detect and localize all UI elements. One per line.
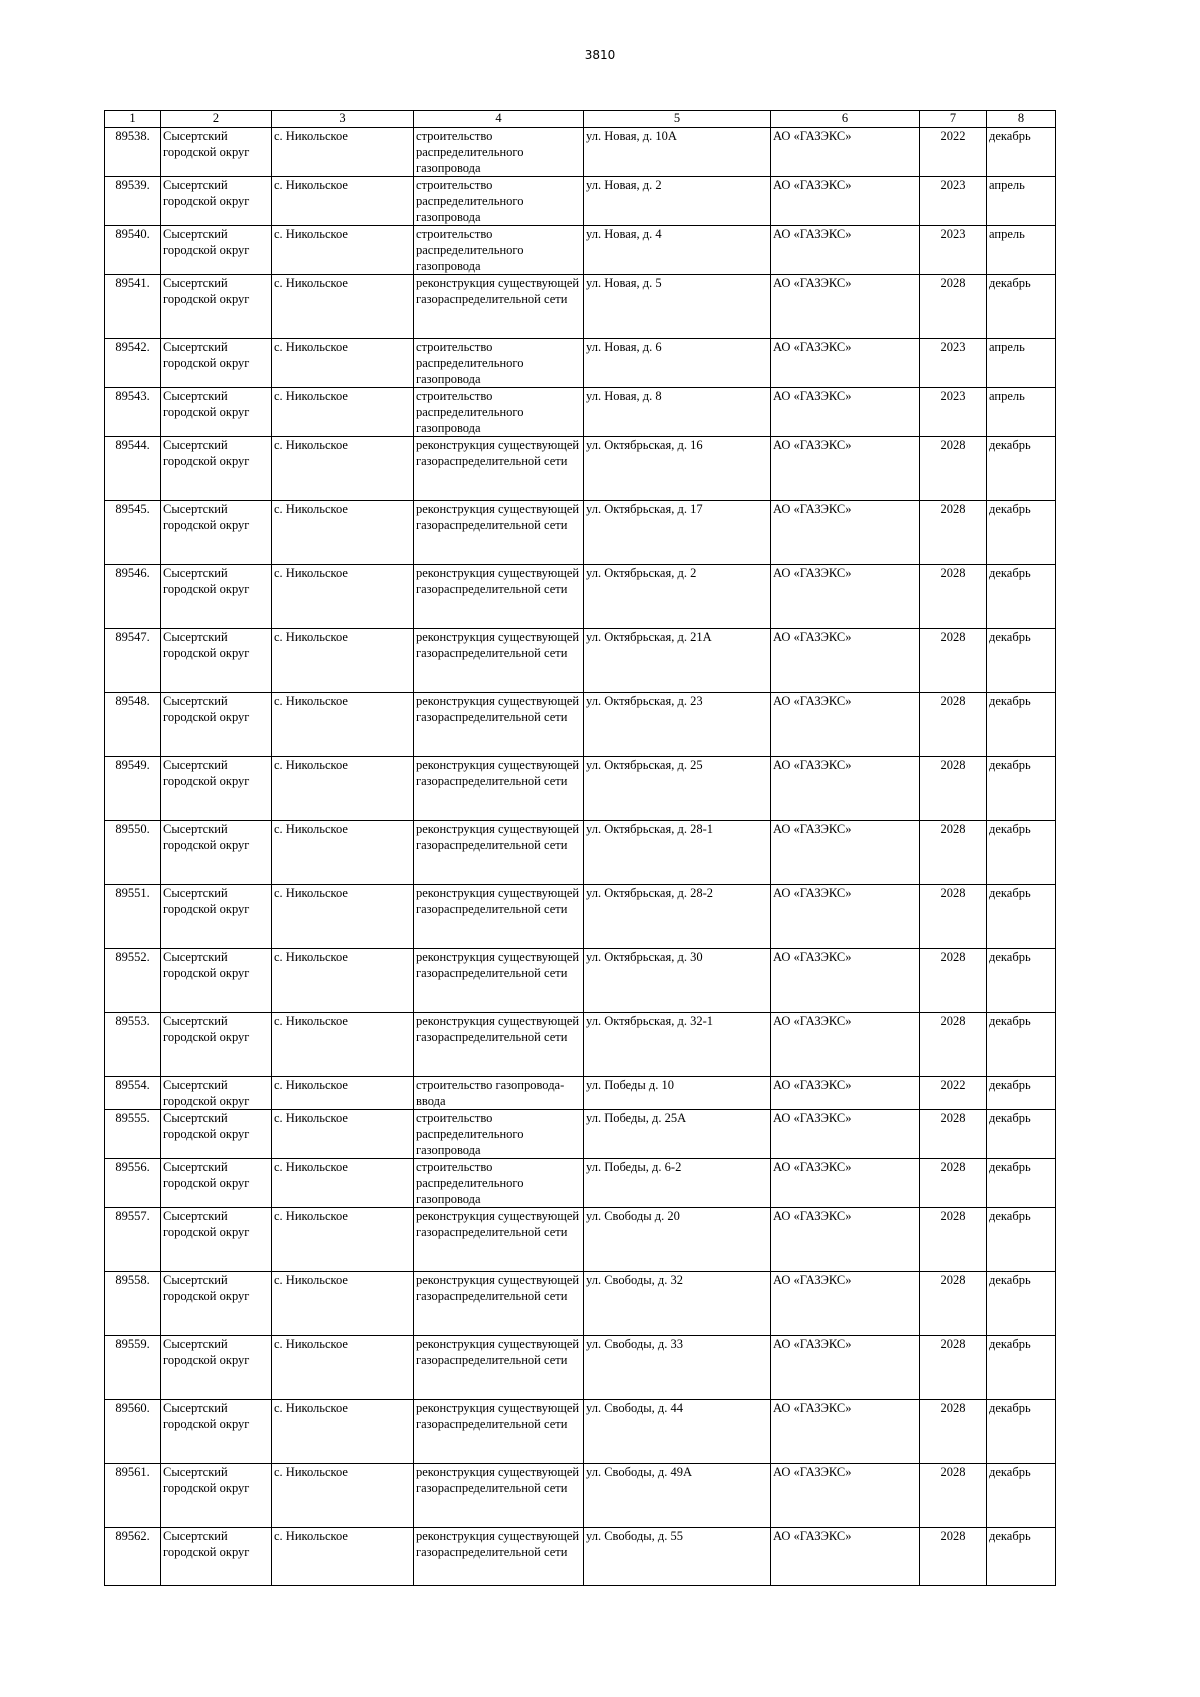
month-cell: декабрь bbox=[987, 275, 1056, 339]
row-number: 89542. bbox=[105, 339, 161, 388]
settlement-cell: с. Никольское bbox=[272, 1208, 414, 1272]
settlement-cell: с. Никольское bbox=[272, 339, 414, 388]
settlement-cell: с. Никольское bbox=[272, 128, 414, 177]
year-cell: 2028 bbox=[920, 693, 987, 757]
settlement-cell: с. Никольское bbox=[272, 885, 414, 949]
work-type-cell: реконструкция существующей газораспределительной сети bbox=[414, 1208, 584, 1272]
district-cell: Сысертский городской округ bbox=[161, 275, 272, 339]
work-type-cell: реконструкция существующей газораспределительной сети bbox=[414, 821, 584, 885]
table-row bbox=[105, 1159, 1056, 1208]
table-row bbox=[105, 757, 1056, 821]
row-number: 89560. bbox=[105, 1400, 161, 1464]
district-cell: Сысертский городской округ bbox=[161, 1272, 272, 1336]
address-cell: ул. Октябрьская, д. 28-2 bbox=[584, 885, 771, 949]
table-row bbox=[105, 1110, 1056, 1159]
organization-cell: АО «ГАЗЭКС» bbox=[771, 1464, 920, 1528]
row-number: 89551. bbox=[105, 885, 161, 949]
district-cell: Сысертский городской округ bbox=[161, 177, 272, 226]
work-type-cell: реконструкция существующей газораспределительной сети bbox=[414, 1464, 584, 1528]
row-number: 89556. bbox=[105, 1159, 161, 1208]
table-row bbox=[105, 177, 1056, 226]
settlement-cell: с. Никольское bbox=[272, 1336, 414, 1400]
organization-cell: АО «ГАЗЭКС» bbox=[771, 1400, 920, 1464]
row-number: 89562. bbox=[105, 1528, 161, 1586]
month-cell: декабрь bbox=[987, 1464, 1056, 1528]
year-cell: 2028 bbox=[920, 275, 987, 339]
column-number-row bbox=[105, 111, 1056, 128]
table-row bbox=[105, 437, 1056, 501]
table-row bbox=[105, 565, 1056, 629]
row-number: 89555. bbox=[105, 1110, 161, 1159]
work-type-cell: реконструкция существующей газораспределительной сети bbox=[414, 949, 584, 1013]
organization-cell: АО «ГАЗЭКС» bbox=[771, 1110, 920, 1159]
district-cell: Сысертский городской округ bbox=[161, 437, 272, 501]
organization-cell: АО «ГАЗЭКС» bbox=[771, 1336, 920, 1400]
organization-cell: АО «ГАЗЭКС» bbox=[771, 885, 920, 949]
address-cell: ул. Свободы, д. 33 bbox=[584, 1336, 771, 1400]
table-row bbox=[105, 275, 1056, 339]
district-cell: Сысертский городской округ bbox=[161, 1208, 272, 1272]
address-cell: ул. Октябрьская, д. 32-1 bbox=[584, 1013, 771, 1077]
organization-cell: АО «ГАЗЭКС» bbox=[771, 437, 920, 501]
row-number: 89549. bbox=[105, 757, 161, 821]
column-header: 7 bbox=[920, 111, 987, 128]
work-type-cell: реконструкция существующей газораспределительной сети bbox=[414, 565, 584, 629]
month-cell: апрель bbox=[987, 339, 1056, 388]
month-cell: декабрь bbox=[987, 1400, 1056, 1464]
month-cell: декабрь bbox=[987, 757, 1056, 821]
month-cell: декабрь bbox=[987, 437, 1056, 501]
address-cell: ул. Октябрьская, д. 16 bbox=[584, 437, 771, 501]
settlement-cell: с. Никольское bbox=[272, 388, 414, 437]
organization-cell: АО «ГАЗЭКС» bbox=[771, 388, 920, 437]
address-cell: ул. Октябрьская, д. 2 bbox=[584, 565, 771, 629]
organization-cell: АО «ГАЗЭКС» bbox=[771, 128, 920, 177]
year-cell: 2028 bbox=[920, 1336, 987, 1400]
table-row bbox=[105, 693, 1056, 757]
month-cell: декабрь bbox=[987, 1110, 1056, 1159]
row-number: 89558. bbox=[105, 1272, 161, 1336]
address-cell: ул. Октябрьская, д. 28-1 bbox=[584, 821, 771, 885]
row-number: 89550. bbox=[105, 821, 161, 885]
year-cell: 2028 bbox=[920, 885, 987, 949]
work-type-cell: реконструкция существующей газораспределительной сети bbox=[414, 629, 584, 693]
address-cell: ул. Новая, д. 5 bbox=[584, 275, 771, 339]
work-type-cell: реконструкция существующей газораспределительной сети bbox=[414, 437, 584, 501]
table-row bbox=[105, 629, 1056, 693]
column-header: 6 bbox=[771, 111, 920, 128]
year-cell: 2023 bbox=[920, 388, 987, 437]
address-cell: ул. Новая, д. 8 bbox=[584, 388, 771, 437]
table-row bbox=[105, 128, 1056, 177]
organization-cell: АО «ГАЗЭКС» bbox=[771, 1272, 920, 1336]
work-type-cell: реконструкция существующей газораспределительной сети bbox=[414, 1528, 584, 1586]
address-cell: ул. Октябрьская, д. 21А bbox=[584, 629, 771, 693]
address-cell: ул. Октябрьская, д. 25 bbox=[584, 757, 771, 821]
table-row bbox=[105, 1077, 1056, 1110]
settlement-cell: с. Никольское bbox=[272, 1528, 414, 1586]
organization-cell: АО «ГАЗЭКС» bbox=[771, 821, 920, 885]
address-cell: ул. Победы, д. 25А bbox=[584, 1110, 771, 1159]
month-cell: декабрь bbox=[987, 949, 1056, 1013]
row-number: 89545. bbox=[105, 501, 161, 565]
table-row bbox=[105, 501, 1056, 565]
organization-cell: АО «ГАЗЭКС» bbox=[771, 501, 920, 565]
row-number: 89559. bbox=[105, 1336, 161, 1400]
year-cell: 2028 bbox=[920, 565, 987, 629]
settlement-cell: с. Никольское bbox=[272, 1464, 414, 1528]
month-cell: декабрь bbox=[987, 821, 1056, 885]
year-cell: 2028 bbox=[920, 949, 987, 1013]
organization-cell: АО «ГАЗЭКС» bbox=[771, 339, 920, 388]
district-cell: Сысертский городской округ bbox=[161, 1400, 272, 1464]
organization-cell: АО «ГАЗЭКС» bbox=[771, 275, 920, 339]
settlement-cell: с. Никольское bbox=[272, 1272, 414, 1336]
month-cell: декабрь bbox=[987, 128, 1056, 177]
settlement-cell: с. Никольское bbox=[272, 693, 414, 757]
organization-cell: АО «ГАЗЭКС» bbox=[771, 629, 920, 693]
table-row bbox=[105, 885, 1056, 949]
settlement-cell: с. Никольское bbox=[272, 565, 414, 629]
month-cell: декабрь bbox=[987, 1272, 1056, 1336]
year-cell: 2022 bbox=[920, 128, 987, 177]
row-number: 89546. bbox=[105, 565, 161, 629]
month-cell: декабрь bbox=[987, 1208, 1056, 1272]
table-row bbox=[105, 1464, 1056, 1528]
month-cell: декабрь bbox=[987, 1336, 1056, 1400]
work-type-cell: реконструкция существующей газораспределительной сети bbox=[414, 693, 584, 757]
column-header: 8 bbox=[987, 111, 1056, 128]
settlement-cell: с. Никольское bbox=[272, 821, 414, 885]
gas-works-table bbox=[104, 110, 1056, 1586]
organization-cell: АО «ГАЗЭКС» bbox=[771, 1013, 920, 1077]
column-header: 2 bbox=[161, 111, 272, 128]
district-cell: Сысертский городской округ bbox=[161, 1159, 272, 1208]
district-cell: Сысертский городской округ bbox=[161, 949, 272, 1013]
district-cell: Сысертский городской округ bbox=[161, 501, 272, 565]
row-number: 89552. bbox=[105, 949, 161, 1013]
address-cell: ул. Победы д. 10 bbox=[584, 1077, 771, 1110]
month-cell: декабрь bbox=[987, 885, 1056, 949]
year-cell: 2028 bbox=[920, 629, 987, 693]
work-type-cell: строительство распределительного газопровода bbox=[414, 128, 584, 177]
year-cell: 2028 bbox=[920, 1110, 987, 1159]
month-cell: апрель bbox=[987, 177, 1056, 226]
settlement-cell: с. Никольское bbox=[272, 629, 414, 693]
organization-cell: АО «ГАЗЭКС» bbox=[771, 1208, 920, 1272]
table-row bbox=[105, 339, 1056, 388]
year-cell: 2023 bbox=[920, 226, 987, 275]
settlement-cell: с. Никольское bbox=[272, 1159, 414, 1208]
district-cell: Сысертский городской округ bbox=[161, 1336, 272, 1400]
table-row bbox=[105, 1272, 1056, 1336]
address-cell: ул. Октябрьская, д. 17 bbox=[584, 501, 771, 565]
district-cell: Сысертский городской округ bbox=[161, 693, 272, 757]
address-cell: ул. Новая, д. 6 bbox=[584, 339, 771, 388]
month-cell: декабрь bbox=[987, 565, 1056, 629]
month-cell: декабрь bbox=[987, 693, 1056, 757]
settlement-cell: с. Никольское bbox=[272, 226, 414, 275]
address-cell: ул. Свободы, д. 44 bbox=[584, 1400, 771, 1464]
column-header: 4 bbox=[414, 111, 584, 128]
address-cell: ул. Новая, д. 4 bbox=[584, 226, 771, 275]
address-cell: ул. Новая, д. 2 bbox=[584, 177, 771, 226]
year-cell: 2023 bbox=[920, 177, 987, 226]
table-row bbox=[105, 1528, 1056, 1586]
work-type-cell: реконструкция существующей газораспределительной сети bbox=[414, 885, 584, 949]
year-cell: 2028 bbox=[920, 1272, 987, 1336]
year-cell: 2028 bbox=[920, 1208, 987, 1272]
year-cell: 2022 bbox=[920, 1077, 987, 1110]
row-number: 89540. bbox=[105, 226, 161, 275]
year-cell: 2023 bbox=[920, 339, 987, 388]
table-row bbox=[105, 1013, 1056, 1077]
district-cell: Сысертский городской округ bbox=[161, 226, 272, 275]
organization-cell: АО «ГАЗЭКС» bbox=[771, 177, 920, 226]
work-type-cell: строительство распределительного газопровода bbox=[414, 1110, 584, 1159]
year-cell: 2028 bbox=[920, 821, 987, 885]
settlement-cell: с. Никольское bbox=[272, 1110, 414, 1159]
address-cell: ул. Новая, д. 10А bbox=[584, 128, 771, 177]
work-type-cell: строительство распределительного газопровода bbox=[414, 177, 584, 226]
work-type-cell: реконструкция существующей газораспределительной сети bbox=[414, 757, 584, 821]
work-type-cell: реконструкция существующей газораспределительной сети bbox=[414, 1013, 584, 1077]
month-cell: декабрь bbox=[987, 1528, 1056, 1586]
work-type-cell: реконструкция существующей газораспределительной сети bbox=[414, 1400, 584, 1464]
table-row bbox=[105, 388, 1056, 437]
settlement-cell: с. Никольское bbox=[272, 437, 414, 501]
row-number: 89547. bbox=[105, 629, 161, 693]
district-cell: Сысертский городской округ bbox=[161, 1464, 272, 1528]
row-number: 89553. bbox=[105, 1013, 161, 1077]
row-number: 89544. bbox=[105, 437, 161, 501]
district-cell: Сысертский городской округ bbox=[161, 1110, 272, 1159]
column-header: 1 bbox=[105, 111, 161, 128]
district-cell: Сысертский городской округ bbox=[161, 1013, 272, 1077]
address-cell: ул. Октябрьская, д. 23 bbox=[584, 693, 771, 757]
work-type-cell: строительство распределительного газопровода bbox=[414, 339, 584, 388]
page-number: 3810 bbox=[584, 48, 616, 62]
work-type-cell: реконструкция существующей газораспределительной сети bbox=[414, 1272, 584, 1336]
address-cell: ул. Свободы, д. 49А bbox=[584, 1464, 771, 1528]
column-header: 5 bbox=[584, 111, 771, 128]
work-type-cell: реконструкция существующей газораспределительной сети bbox=[414, 275, 584, 339]
settlement-cell: с. Никольское bbox=[272, 501, 414, 565]
month-cell: декабрь bbox=[987, 501, 1056, 565]
table-row bbox=[105, 1208, 1056, 1272]
year-cell: 2028 bbox=[920, 1464, 987, 1528]
district-cell: Сысертский городской округ bbox=[161, 565, 272, 629]
address-cell: ул. Свободы, д. 32 bbox=[584, 1272, 771, 1336]
month-cell: апрель bbox=[987, 388, 1056, 437]
district-cell: Сысертский городской округ bbox=[161, 128, 272, 177]
settlement-cell: с. Никольское bbox=[272, 1013, 414, 1077]
month-cell: декабрь bbox=[987, 1159, 1056, 1208]
settlement-cell: с. Никольское bbox=[272, 1400, 414, 1464]
district-cell: Сысертский городской округ bbox=[161, 821, 272, 885]
work-type-cell: строительство распределительного газопровода bbox=[414, 1159, 584, 1208]
month-cell: декабрь bbox=[987, 629, 1056, 693]
organization-cell: АО «ГАЗЭКС» bbox=[771, 1077, 920, 1110]
address-cell: ул. Свободы, д. 55 bbox=[584, 1528, 771, 1586]
month-cell: апрель bbox=[987, 226, 1056, 275]
organization-cell: АО «ГАЗЭКС» bbox=[771, 565, 920, 629]
year-cell: 2028 bbox=[920, 437, 987, 501]
organization-cell: АО «ГАЗЭКС» bbox=[771, 693, 920, 757]
settlement-cell: с. Никольское bbox=[272, 757, 414, 821]
year-cell: 2028 bbox=[920, 1159, 987, 1208]
row-number: 89543. bbox=[105, 388, 161, 437]
work-type-cell: строительство газопровода-ввода bbox=[414, 1077, 584, 1110]
table-row bbox=[105, 1400, 1056, 1464]
year-cell: 2028 bbox=[920, 757, 987, 821]
row-number: 89539. bbox=[105, 177, 161, 226]
work-type-cell: строительство распределительного газопровода bbox=[414, 388, 584, 437]
district-cell: Сысертский городской округ bbox=[161, 629, 272, 693]
district-cell: Сысертский городской округ bbox=[161, 1077, 272, 1110]
settlement-cell: с. Никольское bbox=[272, 177, 414, 226]
year-cell: 2028 bbox=[920, 501, 987, 565]
organization-cell: АО «ГАЗЭКС» bbox=[771, 1528, 920, 1586]
month-cell: декабрь bbox=[987, 1013, 1056, 1077]
district-cell: Сысертский городской округ bbox=[161, 388, 272, 437]
table-row bbox=[105, 949, 1056, 1013]
row-number: 89541. bbox=[105, 275, 161, 339]
district-cell: Сысертский городской округ bbox=[161, 757, 272, 821]
year-cell: 2028 bbox=[920, 1400, 987, 1464]
column-header: 3 bbox=[272, 111, 414, 128]
row-number: 89554. bbox=[105, 1077, 161, 1110]
row-number: 89548. bbox=[105, 693, 161, 757]
table-row bbox=[105, 1336, 1056, 1400]
address-cell: ул. Октябрьская, д. 30 bbox=[584, 949, 771, 1013]
year-cell: 2028 bbox=[920, 1528, 987, 1586]
table-row bbox=[105, 821, 1056, 885]
row-number: 89561. bbox=[105, 1464, 161, 1528]
table-row bbox=[105, 226, 1056, 275]
district-cell: Сысертский городской округ bbox=[161, 1528, 272, 1586]
work-type-cell: реконструкция существующей газораспределительной сети bbox=[414, 1336, 584, 1400]
work-type-cell: реконструкция существующей газораспределительной сети bbox=[414, 501, 584, 565]
month-cell: декабрь bbox=[987, 1077, 1056, 1110]
organization-cell: АО «ГАЗЭКС» bbox=[771, 226, 920, 275]
address-cell: ул. Свободы д. 20 bbox=[584, 1208, 771, 1272]
organization-cell: АО «ГАЗЭКС» bbox=[771, 949, 920, 1013]
settlement-cell: с. Никольское bbox=[272, 1077, 414, 1110]
settlement-cell: с. Никольское bbox=[272, 275, 414, 339]
row-number: 89557. bbox=[105, 1208, 161, 1272]
address-cell: ул. Победы, д. 6-2 bbox=[584, 1159, 771, 1208]
work-type-cell: строительство распределительного газопровода bbox=[414, 226, 584, 275]
organization-cell: АО «ГАЗЭКС» bbox=[771, 757, 920, 821]
row-number: 89538. bbox=[105, 128, 161, 177]
year-cell: 2028 bbox=[920, 1013, 987, 1077]
district-cell: Сысертский городской округ bbox=[161, 885, 272, 949]
district-cell: Сысертский городской округ bbox=[161, 339, 272, 388]
settlement-cell: с. Никольское bbox=[272, 949, 414, 1013]
organization-cell: АО «ГАЗЭКС» bbox=[771, 1159, 920, 1208]
